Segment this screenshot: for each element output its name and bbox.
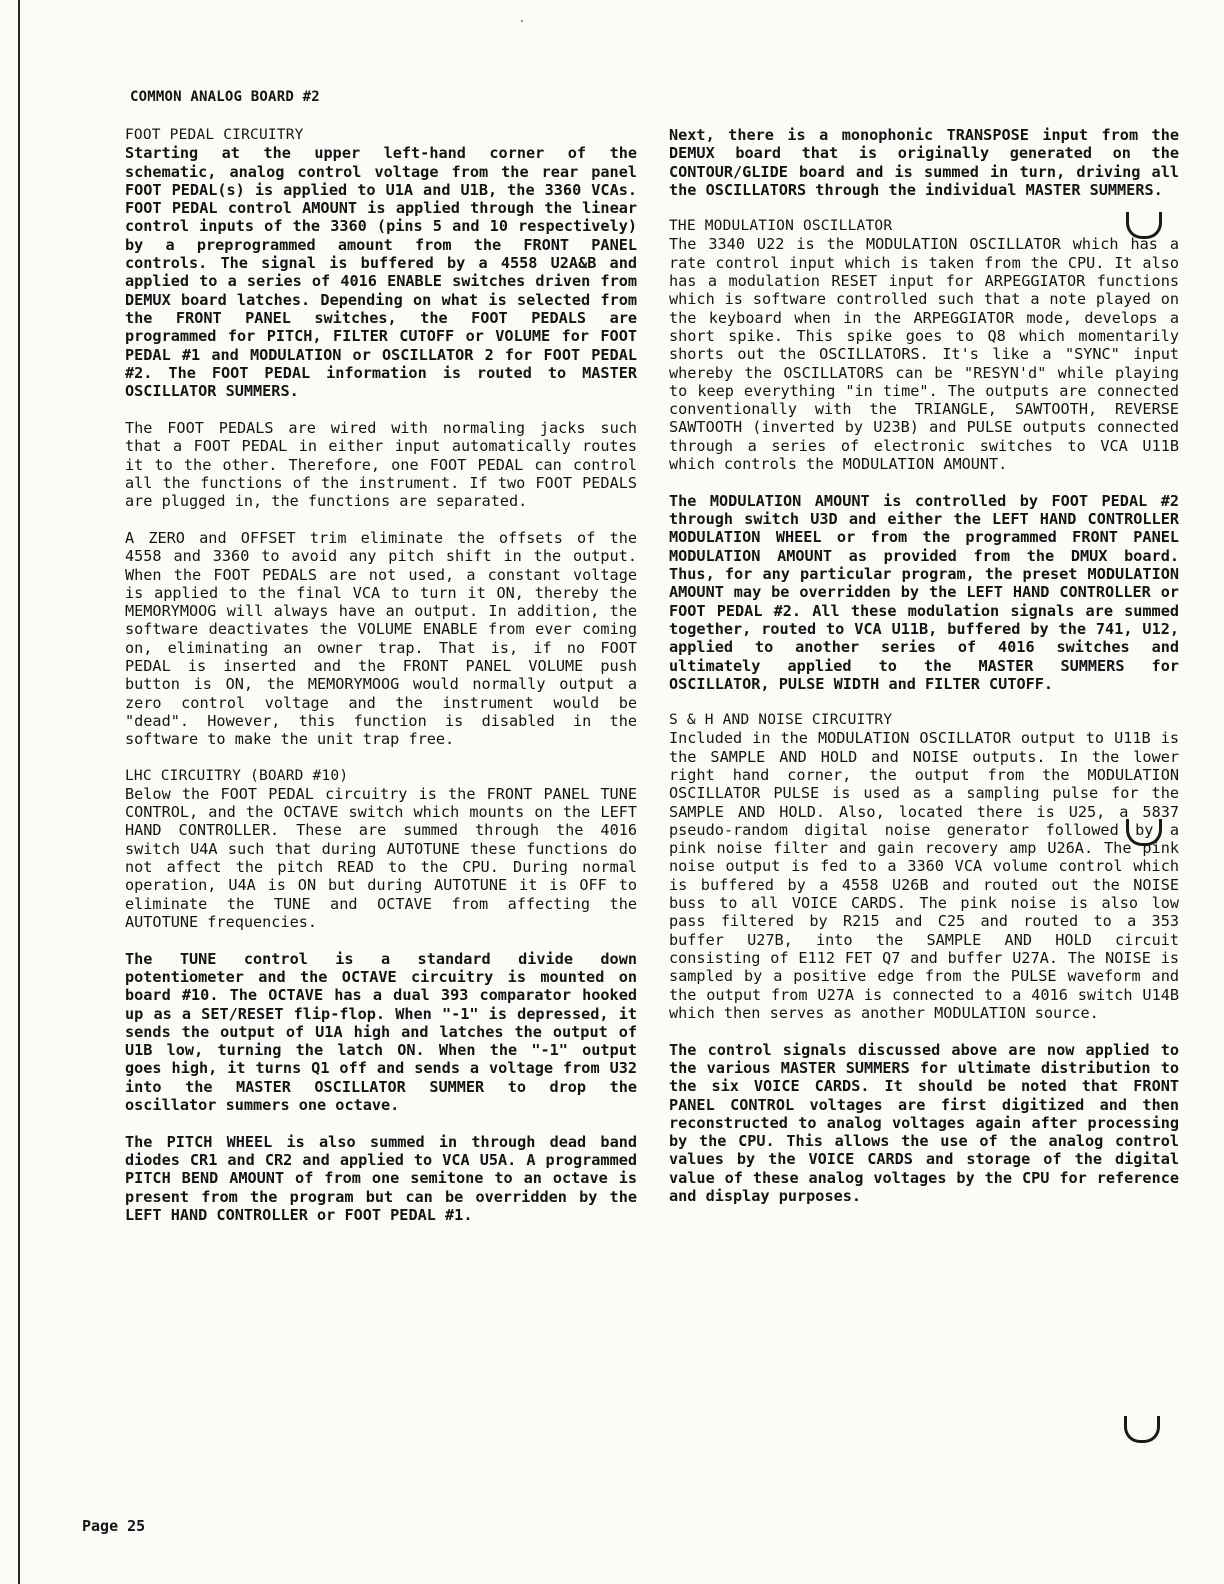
section-heading: S & H AND NOISE CIRCUITRY [669,712,893,729]
paragraph: The MODULATION AMOUNT is controlled by FOOT PEDAL #2 through switch U3D and either the LEFT HAND CONTROLLER MODULATION WHEEL or from the programmed FRONT PANEL MODULATION AMOUNT as provided from the DMUX board. Thus, for any particular program, the preset MODULATION AMOUNT may be overridden by the LEFT HAND CONTROLLER or FOOT PEDAL #2. All these modulation signals are summed together, routed to VCA U11B, buffered by the 741, U12, applied to another series of 4016 switches and ultimately applied to the MASTER SUMMERS for OSCILLATOR, PULSE WIDTH and FILTER CUTOFF. [669,491,1179,693]
paragraph: Starting at the upper left-hand corner of the schematic, analog control voltage from the rear panel FOOT PEDAL(s) is applied to U1A and U1B, the 3360 VCAs. FOOT PEDAL control AMOUNT is applied through the linear control inputs of the 3360 (pins 5 and 10 respectively) by a preprogrammed amount from the FRONT PANEL controls. The signal is buffered by a 4558 U2A&B and applied to a series of 4016 ENABLE switches driven from DEMUX board latches. Depending on what is selected from the FRONT PANEL switches, the FOOT PEDALS are programmed for PITCH, FILTER CUTOFF or VOLUME for FOOT PEDAL #1 and MODULATION or OSCILLATOR 2 for FOOT PEDAL #2. The FOOT PEDAL information is routed to MASTER OSCILLATOR SUMMERS. [125,144,637,401]
paragraph: The 3340 U22 is the MODULATION OSCILLATOR which has a rate control input which is taken from the CPU. It also has a modulation RESET input for ARPEGGIATOR functions which is software controlled such that a note played on the keyboard when in the ARPEGGIATOR mode, develops a short spike. This spike goes to Q8 which momentarily shorts out the OSCILLATORS. It's like a "SYNC" input whereby the OSCILLATORS can be "RESYN'd" while playing to keep everything "in time". The outputs are connected conventionally with the TRIANGLE, SAWTOOTH, REVERSE SAWTOOTH (inverted by U23B) and PULSE outputs connected through a series of electronic switches to VCA U11B which controls the MODULATION AMOUNT. [669,235,1179,474]
section [669,126,1179,199]
paragraph: The FOOT PEDALS are wired with normaling jacks such that a FOOT PEDAL in either input automatically routes it to the other. Therefore, one FOOT PEDAL can control all the functions of the instrument. If two FOOT PEDALS are plugged in, the functions are separated. [125,418,637,511]
section [125,126,637,749]
right-column [669,126,1179,1223]
page-number: Page 25 [82,1517,146,1535]
section-heading: THE MODULATION OSCILLATOR [669,218,893,235]
paragraph: Below the FOOT PEDAL circuitry is the FRONT PANEL TUNE CONTROL, and the OCTAVE switch which mounts on the LEFT HAND CONTROLLER. These are summed through the 4016 switch U4A such that during AUTOTUNE these functions do not affect the pitch READ to the CPU. During normal operation, U4A is ON but during AUTOTUNE it is OFF to eliminate the TUNE and OCTAVE from affecting the AUTOTUNE frequencies. [125,784,637,931]
page-header: COMMON ANALOG BOARD #2 [130,89,320,105]
left-column [125,126,637,1242]
paragraph: The TUNE control is a standard divide down potentiometer and the OCTAVE circuitry is mounted on board #10. The OCTAVE has a dual 393 comparator hooked up as a SET/RESET flip-flop. When "-1" is depressed, it sends the output of U1A high and latches the output of U1B low, turning the latch ON. When the "-1" output goes high, it turns Q1 off and sends a voltage from U32 into the MASTER OSCILLATOR SUMMER to drop the oscillator summers one octave. [125,949,637,1115]
section-heading: LHC CIRCUITRY (BOARD #10) [125,767,349,784]
section [125,767,637,1225]
section [669,711,1179,1205]
section [669,217,1179,693]
page-edge-line [18,0,20,1584]
paragraph: Next, there is a monophonic TRANSPOSE input from the DEMUX board that is originally generated on the CONTOUR/GLIDE board and is summed in turn, driving all the OSCILLATORS through the individual MASTER SUMMERS. [669,126,1179,199]
binder-hole-mark [1124,1416,1160,1443]
paragraph: The PITCH WHEEL is also summed in through dead band diodes CR1 and CR2 and applied to VCA U5A. A programmed PITCH BEND AMOUNT of from one semitone to an octave is present from the program but can be overridden by the LEFT HAND CONTROLLER or FOOT PEDAL #1. [125,1132,637,1225]
paragraph: Included in the MODULATION OSCILLATOR output to U11B is the SAMPLE AND HOLD and NOISE outputs. In the lower right hand corner, the output from the MODULATION OSCILLATOR PULSE is used as a sampling pulse for the SAMPLE AND HOLD. Also, located there is U25, a 5837 pseudo-random digital noise generator followed by a pink noise filter and gain recovery amp U26A. The pink noise output is fed to a 3360 VCA volume control which is buffered by a 4558 U26B and routed out the NOISE buss to all VOICE CARDS. The pink noise is also low pass filtered by R215 and C25 and routed to a 353 buffer U27B, into the SAMPLE AND HOLD circuit consisting of E112 FET Q7 and buffer U27A. The NOISE is sampled by a positive edge from the PULSE waveform and the output from U27A is connected to a 4016 switch U14B which then serves as another MODULATION source. [669,729,1179,1022]
paragraph: A ZERO and OFFSET trim eliminate the offsets of the 4558 and 3360 to avoid any pitch shift in the output. When the FOOT PEDALS are not used, a constant voltage is applied to the final VCA to turn it ON, thereby the MEMORYMOOG will always have an output. In addition, the software deactivates the VOLUME ENABLE from ever coming on, eliminating an owner trap. That is, if no FOOT PEDAL is inserted and the FRONT PANEL VOLUME push button is ON, the MEMORYMOOG would normally output a zero control voltage and the instrument would be "dead". However, this function is disabled in the software to make the unit trap free. [125,528,637,749]
section-heading: FOOT PEDAL CIRCUITRY [125,127,304,143]
scan-speck [521,20,523,22]
binder-hole-mark [1126,819,1162,846]
binder-hole-mark [1126,212,1162,239]
paragraph: The control signals discussed above are now applied to the various MASTER SUMMERS for ultimate distribution to the six VOICE CARDS. It should be noted that FRONT PANEL CONTROL voltages are first digitized and then reconstructed to analog voltages again after processing by the CPU. This allows the use of the analog control values by the VOICE CARDS and storage of the digital value of these analog voltages by the CPU for reference and display purposes. [669,1040,1179,1206]
